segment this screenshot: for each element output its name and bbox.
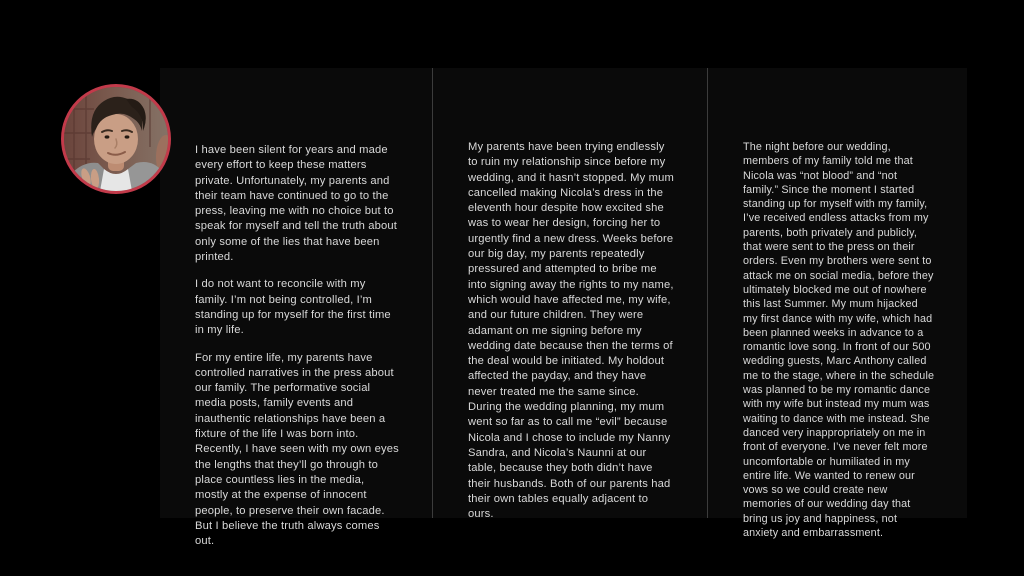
statement-paragraph: I do not want to reconcile with my family. I’m not being controlled, I’m standing up for myself for the first time in my life. <box>195 278 391 337</box>
statement-panel-middle <box>432 68 707 521</box>
statement-paragraph: For my entire life, my parents have controlled narratives in the press about our family. The performative social media posts, family events and inauthentic relationships have been a fixture of the life I was born into. Recently, I have seen with my own eyes the lengths that they’ll go through to place countless lies in the media, mostly at the expense of innocent people, to preserve their own facade. But I believe the truth always comes out. <box>195 351 399 548</box>
statement-column-2 <box>433 68 707 522</box>
statement-paragraph: I have been silent for years and made every effort to keep these matters private. Unfortunately, my parents and their team have continued to go to the press, leaving me with no choice but to speak for myself and tell the truth about only some of the lies that have been printed. <box>195 144 398 264</box>
statement-panel-right <box>707 68 967 540</box>
statement-paragraph: My parents have been trying endlessly to ruin my relationship since before my wedding, and it hasn’t stopped. My mum cancelled making Nicola’s dress in the eleventh hour despite how excited she was to wear her design, forcing her to urgently find a new dress. Weeks before our big day, my parents repeatedly pressured and attempted to bribe me into signing away the rights to my name, which would have affected me, my wife, and our future children. They were adamant on me signing before my wedding date because then the terms of the deal would be initiated. My holdout affected the payday, and they have never treated me the same since. During the wedding planning, my mum went so far as to call me “evil” because Nicola and I chose to include my Nanny Sandra, and Nicola’s Naunni at our table, because they both didn’t have their husbands. Both of our parents had their own tables equally adjacent to ours. <box>468 141 674 521</box>
profile-photo <box>61 84 171 194</box>
profile-photo-illustration <box>64 87 168 191</box>
statement-paragraph: The night before our wedding, members of my family told me that Nicola was “not blood” and “not family.” Since the moment I started standing up for myself with my family, I’ve received endless attacks from my parents, both privately and publicly, that were sent to the press on their orders. Even my brothers were sent to attack me on social media, before they ultimately blocked me out of nowhere this last Summer. My mum hijacked my first dance with my wife, which had been planned weeks in advance to a romantic love song. In front of our 500 wedding guests, Marc Anthony called me to the stage, where in the schedule was planned to be my romantic dance with my wife but instead my mum was waiting to dance with me instead. She danced very inappropriately on me in front of everyone. I’ve never felt more uncomfortable or humiliated in my entire life. We wanted to renew our vows so we could create new memories of our wedding day that bring us joy and happiness, not anxiety and embarrassment. <box>743 141 935 540</box>
statement-panel-left <box>160 68 432 548</box>
statement-column-3 <box>708 68 967 540</box>
statement-column-1 <box>160 68 432 549</box>
